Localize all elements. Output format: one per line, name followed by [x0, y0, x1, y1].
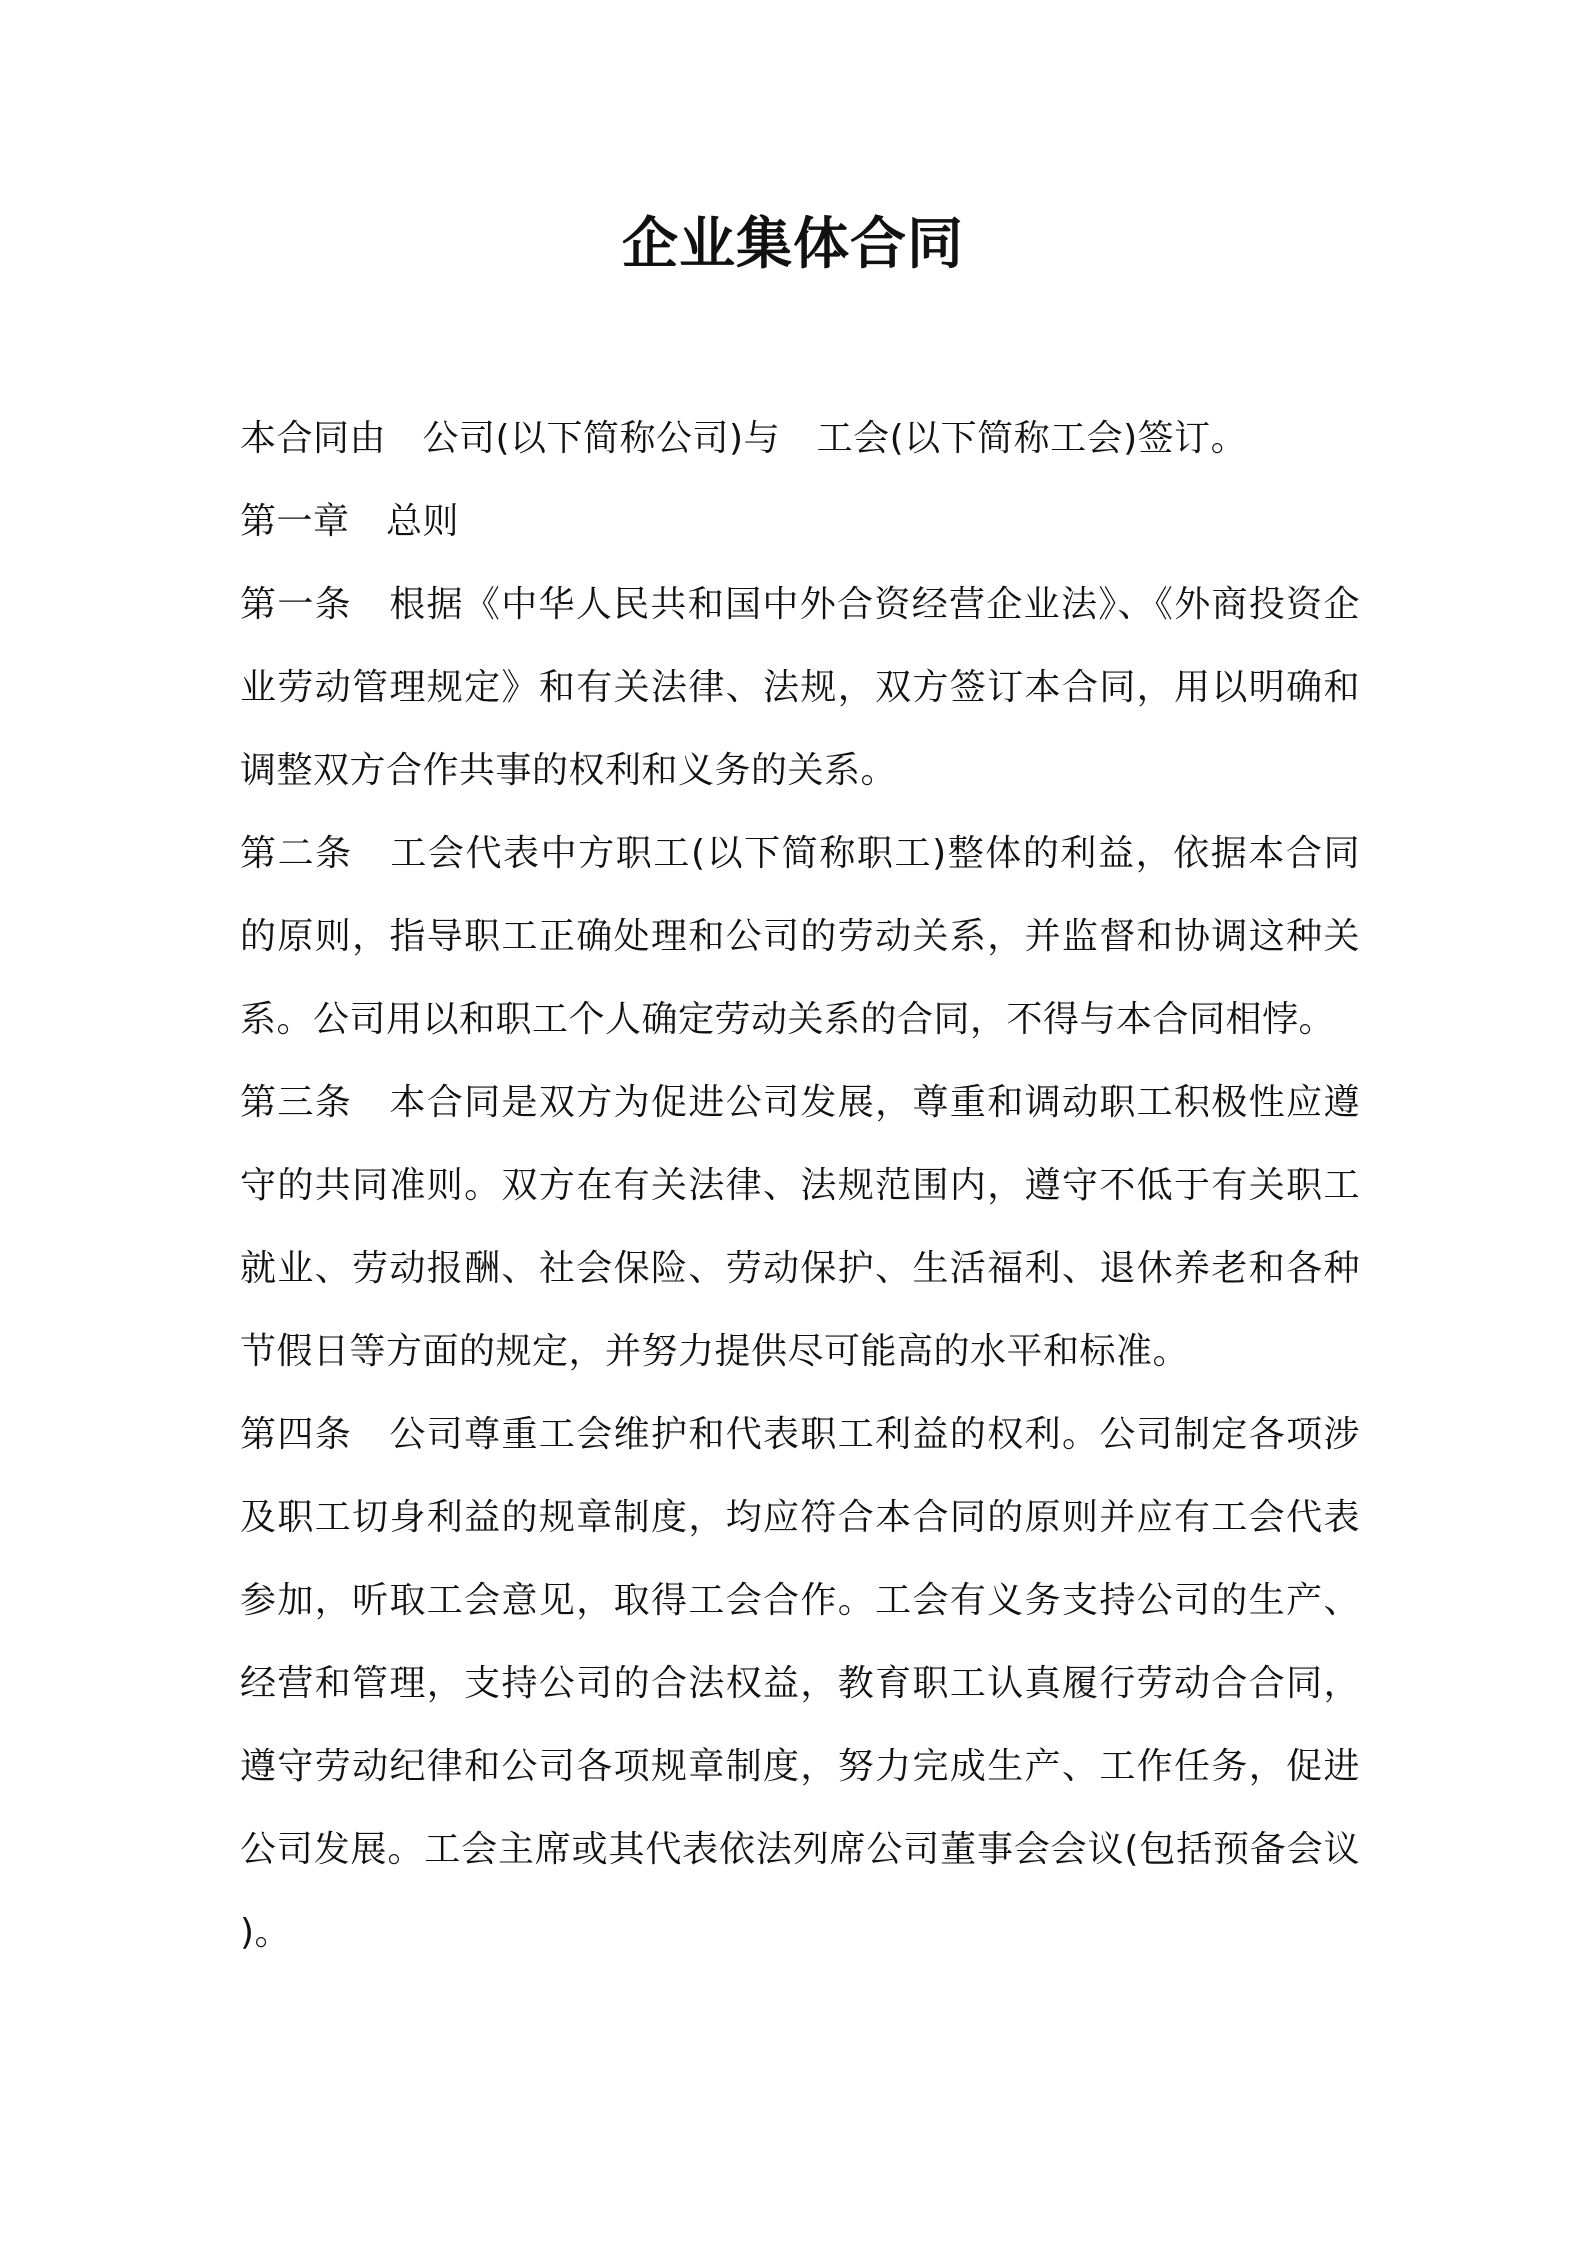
chapter-heading: 第一章 总则: [240, 501, 460, 542]
article-1-paragraph: 第一条 根据《中华人民共和国中外合资经营企业法》、《外商投资企业劳动管理规定》和有关法律、法规，双方签订本合同，用以明确和调整双方合作共事的权利和义务的关系。: [240, 584, 1360, 791]
document-body: [240, 397, 1360, 1974]
contract-parties-paragraph: 本合同由 公司(以下简称公司)与 工会(以下简称工会)签订。: [240, 418, 1248, 459]
article-2-paragraph: 第二条 工会代表中方职工(以下简称职工)整体的利益，依据本合同的原则，指导职工正确处理和公司的劳动关系，并监督和协调这种关系。公司用以和职工个人确定劳动关系的合同，不得与本合同相悖。: [240, 833, 1360, 1040]
article-3-paragraph: 第三条 本合同是双方为促进公司发展，尊重和调动职工积极性应遵守的共同准则。双方在有关法律、法规范围内，遵守不低于有关职工就业、劳动报酬、社会保险、劳动保护、生活福利、退休养老和各种节假日等方面的规定，并努力提供尽可能高的水平和标准。: [240, 1082, 1360, 1372]
article-4-paragraph: 第四条 公司尊重工会维护和代表职工利益的权利。公司制定各项涉及职工切身利益的规章制度，均应符合本合同的原则并应有工会代表参加，听取工会意见，取得工会合作。工会有义务支持公司的生产、经营和管理，支持公司的合法权益，教育职工认真履行劳动合合同，遵守劳动纪律和公司各项规章制度，努力完成生产、工作任务，促进公司发展。工会主席或其代表依法列席公司董事会会议(包括预备会议)。: [240, 1414, 1360, 1953]
document-title: 企业集体合同: [622, 212, 964, 277]
